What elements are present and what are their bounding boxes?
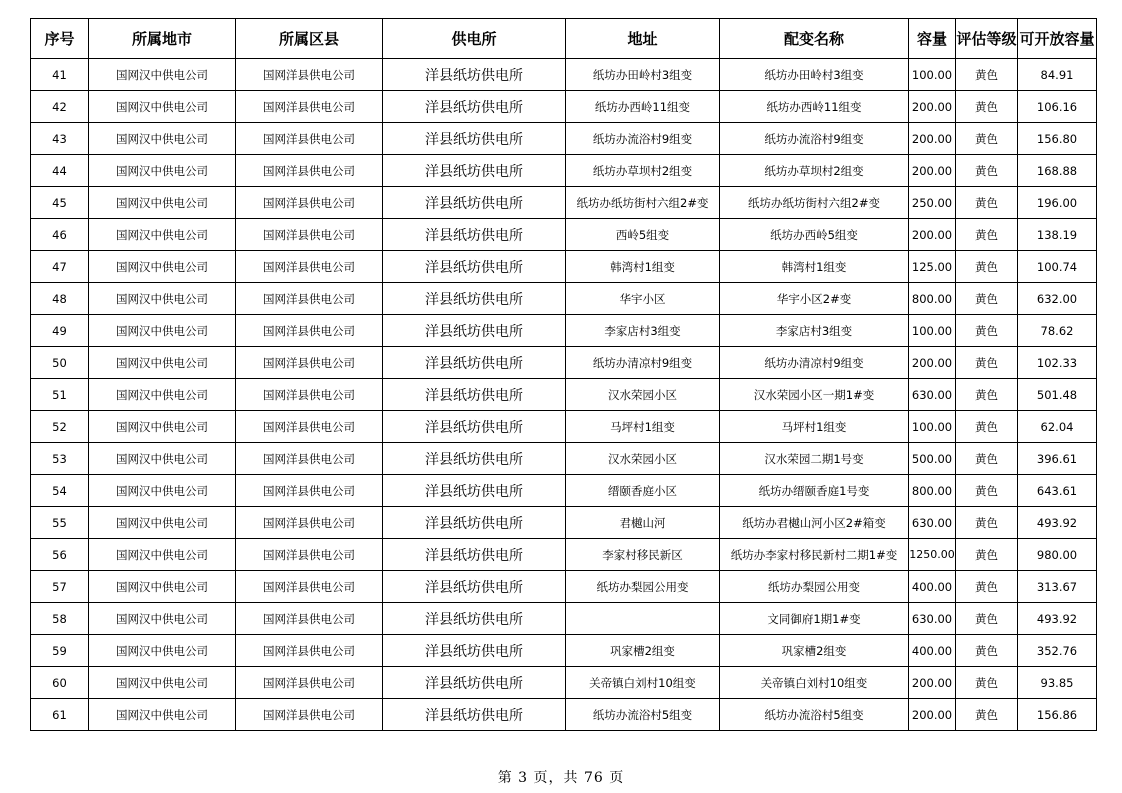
cell-capacity: 400.00 [909,635,956,667]
cell-rating: 黄色 [956,315,1018,347]
table-row [31,507,1097,539]
cell-seq: 47 [31,251,89,283]
capacity-table [30,18,1097,731]
cell-rating: 黄色 [956,251,1018,283]
cell-address: 巩家槽2组变 [566,635,720,667]
cell-address: 缙颐香庭小区 [566,475,720,507]
cell-open-capacity: 156.80 [1018,123,1097,155]
table-row [31,475,1097,507]
table-body [31,59,1097,731]
cell-city: 国网汉中供电公司 [89,219,236,251]
cell-capacity: 100.00 [909,59,956,91]
cell-county: 国网洋县供电公司 [236,123,383,155]
cell-seq: 54 [31,475,89,507]
cell-county: 国网洋县供电公司 [236,507,383,539]
cell-city: 国网汉中供电公司 [89,187,236,219]
cell-station: 洋县纸坊供电所 [383,59,566,91]
cell-rating: 黄色 [956,59,1018,91]
cell-city: 国网汉中供电公司 [89,91,236,123]
cell-seq: 45 [31,187,89,219]
cell-open-capacity: 501.48 [1018,379,1097,411]
cell-station: 洋县纸坊供电所 [383,251,566,283]
table-row [31,283,1097,315]
cell-transformer: 纸坊办纸坊街村六组2#变 [720,187,909,219]
cell-open-capacity: 84.91 [1018,59,1097,91]
cell-station: 洋县纸坊供电所 [383,411,566,443]
cell-rating: 黄色 [956,635,1018,667]
cell-city: 国网汉中供电公司 [89,379,236,411]
cell-open-capacity: 643.61 [1018,475,1097,507]
cell-city: 国网汉中供电公司 [89,315,236,347]
cell-seq: 48 [31,283,89,315]
cell-transformer: 文同御府1期1#变 [720,603,909,635]
header-capacity: 容量 [909,19,956,59]
cell-station: 洋县纸坊供电所 [383,699,566,731]
cell-capacity: 630.00 [909,507,956,539]
cell-capacity: 800.00 [909,283,956,315]
cell-rating: 黄色 [956,283,1018,315]
cell-transformer: 纸坊办梨园公用变 [720,571,909,603]
cell-station: 洋县纸坊供电所 [383,379,566,411]
cell-station: 洋县纸坊供电所 [383,283,566,315]
cell-open-capacity: 396.61 [1018,443,1097,475]
table-row [31,539,1097,571]
page-number-footer: 第 3 页，共 76 页 [497,770,625,786]
cell-rating: 黄色 [956,187,1018,219]
cell-station: 洋县纸坊供电所 [383,635,566,667]
cell-county: 国网洋县供电公司 [236,59,383,91]
cell-station: 洋县纸坊供电所 [383,155,566,187]
cell-address: 纸坊办草坝村2组变 [566,155,720,187]
cell-transformer: 纸坊办草坝村2组变 [720,155,909,187]
cell-rating: 黄色 [956,347,1018,379]
cell-capacity: 200.00 [909,219,956,251]
cell-open-capacity: 106.16 [1018,91,1097,123]
table-row [31,667,1097,699]
table-row [31,315,1097,347]
cell-city: 国网汉中供电公司 [89,667,236,699]
cell-open-capacity: 632.00 [1018,283,1097,315]
cell-county: 国网洋县供电公司 [236,443,383,475]
cell-seq: 46 [31,219,89,251]
cell-transformer: 韩湾村1组变 [720,251,909,283]
cell-capacity: 200.00 [909,667,956,699]
cell-transformer: 纸坊办流浴村9组变 [720,123,909,155]
cell-capacity: 100.00 [909,315,956,347]
cell-address: 西岭5组变 [566,219,720,251]
cell-transformer: 纸坊办君樾山河小区2#箱变 [720,507,909,539]
cell-seq: 43 [31,123,89,155]
cell-county: 国网洋县供电公司 [236,91,383,123]
cell-station: 洋县纸坊供电所 [383,539,566,571]
cell-address: 纸坊办流浴村5组变 [566,699,720,731]
cell-county: 国网洋县供电公司 [236,219,383,251]
cell-capacity: 200.00 [909,155,956,187]
cell-open-capacity: 62.04 [1018,411,1097,443]
cell-capacity: 125.00 [909,251,956,283]
table-row [31,123,1097,155]
cell-city: 国网汉中供电公司 [89,411,236,443]
cell-station: 洋县纸坊供电所 [383,667,566,699]
cell-address: 汉水荣园小区 [566,379,720,411]
table-row [31,91,1097,123]
cell-seq: 53 [31,443,89,475]
cell-rating: 黄色 [956,91,1018,123]
table-row [31,347,1097,379]
header-row [31,19,1097,59]
cell-address: 纸坊办流浴村9组变 [566,123,720,155]
cell-seq: 51 [31,379,89,411]
cell-address: 君樾山河 [566,507,720,539]
cell-transformer: 纸坊办西岭11组变 [720,91,909,123]
cell-open-capacity: 493.92 [1018,603,1097,635]
cell-capacity: 630.00 [909,603,956,635]
cell-open-capacity: 156.86 [1018,699,1097,731]
cell-transformer: 纸坊办流浴村5组变 [720,699,909,731]
cell-open-capacity: 78.62 [1018,315,1097,347]
cell-open-capacity: 100.74 [1018,251,1097,283]
cell-station: 洋县纸坊供电所 [383,507,566,539]
cell-capacity: 200.00 [909,123,956,155]
cell-open-capacity: 168.88 [1018,155,1097,187]
table-row [31,443,1097,475]
cell-station: 洋县纸坊供电所 [383,187,566,219]
cell-seq: 56 [31,539,89,571]
cell-county: 国网洋县供电公司 [236,475,383,507]
cell-open-capacity: 313.67 [1018,571,1097,603]
cell-city: 国网汉中供电公司 [89,443,236,475]
cell-seq: 42 [31,91,89,123]
cell-address: 关帝镇白刘村10组变 [566,667,720,699]
cell-address: 马坪村1组变 [566,411,720,443]
cell-county: 国网洋县供电公司 [236,667,383,699]
cell-city: 国网汉中供电公司 [89,347,236,379]
cell-station: 洋县纸坊供电所 [383,123,566,155]
cell-station: 洋县纸坊供电所 [383,475,566,507]
cell-capacity: 200.00 [909,347,956,379]
cell-capacity: 800.00 [909,475,956,507]
cell-rating: 黄色 [956,123,1018,155]
cell-seq: 52 [31,411,89,443]
cell-county: 国网洋县供电公司 [236,539,383,571]
header-rating: 评估等级 [956,19,1018,59]
table-row [31,155,1097,187]
cell-county: 国网洋县供电公司 [236,283,383,315]
table-row [31,603,1097,635]
cell-seq: 58 [31,603,89,635]
cell-county: 国网洋县供电公司 [236,347,383,379]
cell-station: 洋县纸坊供电所 [383,91,566,123]
table-row [31,187,1097,219]
cell-city: 国网汉中供电公司 [89,507,236,539]
cell-seq: 60 [31,667,89,699]
cell-station: 洋县纸坊供电所 [383,315,566,347]
table-row [31,59,1097,91]
cell-station: 洋县纸坊供电所 [383,603,566,635]
cell-open-capacity: 493.92 [1018,507,1097,539]
cell-county: 国网洋县供电公司 [236,411,383,443]
header-county: 所属区县 [236,19,383,59]
cell-address: 李家村移民新区 [566,539,720,571]
cell-capacity: 100.00 [909,411,956,443]
table-row [31,571,1097,603]
cell-address: 纸坊办清凉村9组变 [566,347,720,379]
cell-capacity: 200.00 [909,91,956,123]
table-row [31,699,1097,731]
header-seq: 序号 [31,19,89,59]
cell-capacity: 500.00 [909,443,956,475]
cell-station: 洋县纸坊供电所 [383,571,566,603]
cell-rating: 黄色 [956,539,1018,571]
cell-address [566,603,720,635]
cell-seq: 49 [31,315,89,347]
header-open-capacity: 可开放容量 [1018,19,1097,59]
cell-seq: 50 [31,347,89,379]
cell-address: 韩湾村1组变 [566,251,720,283]
header-station: 供电所 [383,19,566,59]
cell-city: 国网汉中供电公司 [89,539,236,571]
cell-open-capacity: 102.33 [1018,347,1097,379]
cell-address: 纸坊办纸坊街村六组2#变 [566,187,720,219]
cell-capacity: 250.00 [909,187,956,219]
table-row [31,379,1097,411]
cell-address: 纸坊办梨园公用变 [566,571,720,603]
cell-station: 洋县纸坊供电所 [383,347,566,379]
cell-open-capacity: 93.85 [1018,667,1097,699]
cell-seq: 55 [31,507,89,539]
cell-rating: 黄色 [956,571,1018,603]
cell-city: 国网汉中供电公司 [89,475,236,507]
cell-county: 国网洋县供电公司 [236,379,383,411]
cell-county: 国网洋县供电公司 [236,251,383,283]
cell-rating: 黄色 [956,667,1018,699]
cell-seq: 59 [31,635,89,667]
cell-city: 国网汉中供电公司 [89,123,236,155]
header-transformer: 配变名称 [720,19,909,59]
cell-county: 国网洋县供电公司 [236,603,383,635]
table-row [31,251,1097,283]
header-address: 地址 [566,19,720,59]
cell-rating: 黄色 [956,443,1018,475]
cell-city: 国网汉中供电公司 [89,635,236,667]
cell-address: 纸坊办西岭11组变 [566,91,720,123]
cell-transformer: 巩家槽2组变 [720,635,909,667]
cell-address: 李家店村3组变 [566,315,720,347]
cell-transformer: 汉水荣园小区一期1#变 [720,379,909,411]
cell-rating: 黄色 [956,603,1018,635]
cell-county: 国网洋县供电公司 [236,699,383,731]
cell-station: 洋县纸坊供电所 [383,219,566,251]
cell-county: 国网洋县供电公司 [236,571,383,603]
cell-address: 汉水荣园小区 [566,443,720,475]
cell-rating: 黄色 [956,379,1018,411]
cell-seq: 44 [31,155,89,187]
cell-transformer: 马坪村1组变 [720,411,909,443]
cell-rating: 黄色 [956,699,1018,731]
cell-transformer: 关帝镇白刘村10组变 [720,667,909,699]
table-row [31,635,1097,667]
cell-address: 华宇小区 [566,283,720,315]
cell-open-capacity: 352.76 [1018,635,1097,667]
cell-city: 国网汉中供电公司 [89,571,236,603]
cell-capacity: 630.00 [909,379,956,411]
cell-rating: 黄色 [956,475,1018,507]
header-city: 所属地市 [89,19,236,59]
cell-city: 国网汉中供电公司 [89,59,236,91]
cell-seq: 57 [31,571,89,603]
cell-county: 国网洋县供电公司 [236,315,383,347]
table-header [31,19,1097,59]
cell-city: 国网汉中供电公司 [89,251,236,283]
cell-transformer: 纸坊办清凉村9组变 [720,347,909,379]
cell-seq: 41 [31,59,89,91]
cell-station: 洋县纸坊供电所 [383,443,566,475]
cell-transformer: 纸坊办李家村移民新村二期1#变 [720,539,909,571]
cell-rating: 黄色 [956,411,1018,443]
cell-city: 国网汉中供电公司 [89,283,236,315]
cell-rating: 黄色 [956,155,1018,187]
cell-city: 国网汉中供电公司 [89,155,236,187]
cell-transformer: 纸坊办缙颐香庭1号变 [720,475,909,507]
cell-address: 纸坊办田岭村3组变 [566,59,720,91]
cell-capacity: 400.00 [909,571,956,603]
cell-capacity: 200.00 [909,699,956,731]
cell-county: 国网洋县供电公司 [236,155,383,187]
cell-seq: 61 [31,699,89,731]
cell-city: 国网汉中供电公司 [89,603,236,635]
cell-transformer: 纸坊办西岭5组变 [720,219,909,251]
cell-transformer: 纸坊办田岭村3组变 [720,59,909,91]
cell-transformer: 华宇小区2#变 [720,283,909,315]
cell-open-capacity: 138.19 [1018,219,1097,251]
cell-open-capacity: 980.00 [1018,539,1097,571]
table-row [31,219,1097,251]
cell-transformer: 汉水荣园二期1号变 [720,443,909,475]
cell-county: 国网洋县供电公司 [236,187,383,219]
cell-city: 国网汉中供电公司 [89,699,236,731]
cell-open-capacity: 196.00 [1018,187,1097,219]
cell-rating: 黄色 [956,507,1018,539]
cell-county: 国网洋县供电公司 [236,635,383,667]
cell-capacity: 1250.00 [909,539,956,571]
cell-transformer: 李家店村3组变 [720,315,909,347]
table-row [31,411,1097,443]
cell-rating: 黄色 [956,219,1018,251]
